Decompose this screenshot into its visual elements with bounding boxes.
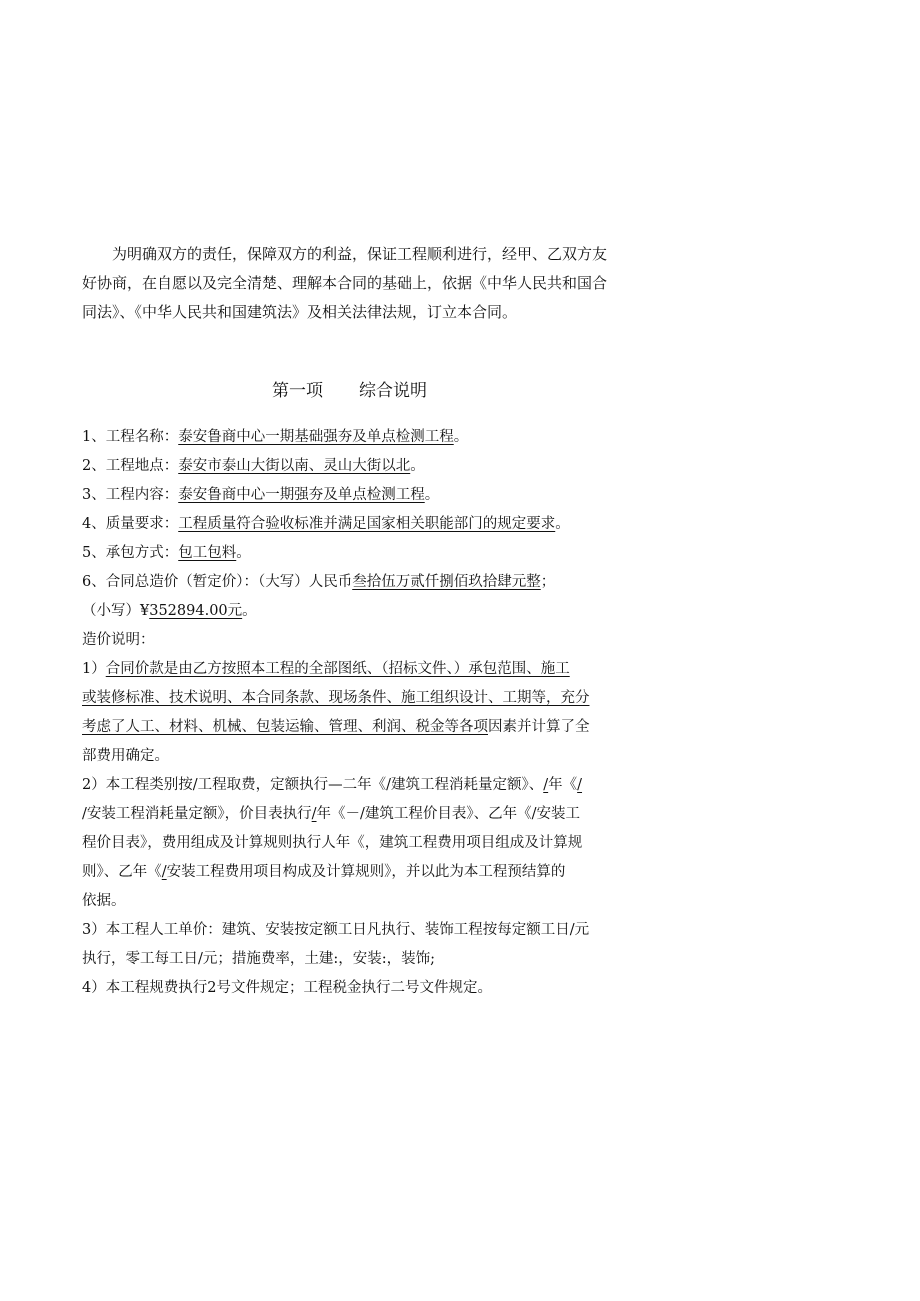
note-text: 合同价款是由乙方按照本工程的全部图纸、（招标文件、）承包范围、施工 <box>105 661 570 677</box>
section-number: 第一项 <box>272 381 323 401</box>
pricing-note-2-line-4 <box>82 858 642 887</box>
pricing-note-3-line-1: 3）本工程人工单价：建筑、安装按定额工日凡执行、装饰工程按每定额工日/元 <box>82 922 590 938</box>
item-quality-requirement <box>82 510 642 539</box>
blank-field: / <box>311 806 317 822</box>
intro-line-3: 同法》、《中华人民共和国建筑法》及相关法律法规，订立本合同。 <box>82 303 518 321</box>
blank-field: / <box>161 864 167 880</box>
contract-body <box>82 423 642 1003</box>
section-name: 综合说明 <box>359 381 427 401</box>
item-label: （小写）¥ <box>82 603 150 619</box>
price-uppercase-value: 叁拾伍万贰仟捌佰玖拾肆元整 <box>352 574 541 590</box>
project-location-value: 泰安市泰山大街以南、灵山大街以北 <box>178 458 411 474</box>
item-contract-mode <box>82 539 642 568</box>
punctuation: 。 <box>410 458 425 474</box>
pricing-note-1-line-2 <box>82 684 642 713</box>
pricing-note-1-line-3 <box>82 713 642 742</box>
pricing-note-3-line-2: 执行，零工每工日/元；措施费率，土建:，安装:，装饰; <box>82 951 436 967</box>
punctuation: ； <box>540 574 556 590</box>
intro-line-1: 为明确双方的责任，保障双方的利益，保证工程顺利进行，经甲、乙双方友 <box>112 245 608 263</box>
note-text: 年《－/建筑工程价目表》、乙年《/安装工 <box>316 806 581 822</box>
note-text: / <box>82 806 87 822</box>
pricing-note-4: 4）本工程规费执行2号文件规定；工程税金执行二号文件规定。 <box>82 980 492 996</box>
item-label: 6、合同总造价（暂定价）：（大写）人民币 <box>82 574 353 590</box>
pricing-note-2-line-2 <box>82 800 642 829</box>
note-text: 考虑了人工、材料、机械、包装运输、管理、利润、税金等各项 <box>82 719 488 735</box>
pricing-note-2-line-3: 程价目表》，费用组成及计算规则执行人年《，建筑工程费用项目组成及计算规 <box>82 835 583 851</box>
note-text: 安装工程消耗量定额》，价目表执行 <box>86 806 312 822</box>
intro-paragraph <box>82 240 630 327</box>
project-content-value: 泰安鲁商中心一期强夯及单点检测工程 <box>178 487 425 503</box>
pricing-heading: 造价说明： <box>82 632 155 648</box>
blank-field: / <box>543 777 549 793</box>
punctuation: 。 <box>424 487 440 503</box>
note-text: 年《 <box>548 777 578 793</box>
intro-line-2: 好协商，在自愿以及完全清楚、理解本合同的基础上，依据《中华人民共和国合 <box>82 274 608 292</box>
note-number: 1） <box>82 661 106 677</box>
pricing-note-2-line-5: 依据。 <box>82 893 126 909</box>
item-project-name <box>82 423 642 452</box>
contract-mode-value: 包工包料 <box>178 545 237 561</box>
pricing-note-2-line-1 <box>82 771 642 800</box>
punctuation: 。 <box>242 603 257 619</box>
item-label: 1、工程名称： <box>82 429 179 445</box>
note-text: 2）本工程类别按/工程取费，定额执行—二年《/建筑工程消耗量定额》、 <box>82 777 544 793</box>
quality-requirement-value: 工程质量符合验收标准并满足国家相关职能部门的规定要求 <box>178 516 556 532</box>
item-project-content <box>82 481 642 510</box>
pricing-note-1-line-4: 部费用确定。 <box>82 748 169 764</box>
punctuation: 。 <box>236 545 251 561</box>
pricing-note-1-line-1 <box>82 655 642 684</box>
item-label: 3、工程内容： <box>82 487 179 503</box>
punctuation: 。 <box>453 429 469 445</box>
note-text: 则》、乙年《 <box>82 864 162 880</box>
item-project-location <box>82 452 642 481</box>
project-name-value: 泰安鲁商中心一期基础强夯及单点检测工程 <box>178 429 454 445</box>
blank-field: / <box>577 777 583 793</box>
price-lowercase-value: 352894.00元 <box>149 603 243 619</box>
punctuation: 。 <box>555 516 570 532</box>
note-text: 安装工程费用项目构成及计算规则》，并以此为本工程预结算的 <box>166 864 566 880</box>
item-label: 4、质量要求： <box>82 516 179 532</box>
note-text: 或装修标准、技术说明、本合同条款、现场条件、施工组织设计、工期等，充分 <box>82 690 590 706</box>
item-total-price-lowercase <box>82 597 642 626</box>
item-total-price <box>82 568 642 597</box>
section-title <box>272 376 427 401</box>
note-text: 因素并计算了全 <box>488 719 590 735</box>
item-label: 5、承包方式： <box>82 545 179 561</box>
item-label: 2、工程地点： <box>82 458 179 474</box>
